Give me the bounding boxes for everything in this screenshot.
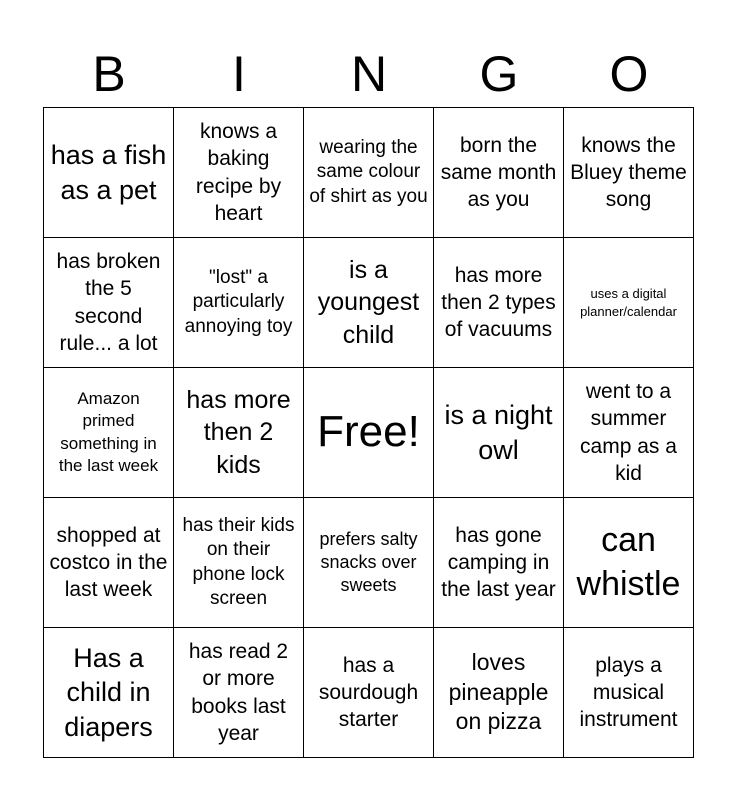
bingo-cell-4-1[interactable] [44,498,174,628]
cell-text: is a youngest child [317,255,420,349]
bingo-cell-3-5[interactable] [564,368,694,498]
cell-text: born the same month as you [440,133,557,212]
cell-text: is a night owl [444,399,553,465]
bingo-cell-1-1[interactable] [44,108,174,238]
bingo-cell-4-3[interactable] [304,498,434,628]
cell-text: plays a musical instrument [579,653,678,732]
bingo-cell-5-5[interactable] [564,628,694,758]
cell-text: wearing the same colour of shirt as you [309,137,428,207]
cell-text: has more then 2 kids [186,385,291,479]
bingo-cell-5-2[interactable] [174,628,304,758]
bingo-cell-3-2[interactable] [174,368,304,498]
bingo-cell-1-3[interactable] [304,108,434,238]
cell-text: has gone camping in the last year [441,523,556,602]
cell-text: loves pineapple on pizza [448,648,549,735]
bingo-cell-1-2[interactable] [174,108,304,238]
cell-text: can whistle [576,521,681,603]
bingo-cell-1-4[interactable] [434,108,564,238]
bingo-cell-2-1[interactable] [44,238,174,368]
cell-text: knows the Bluey theme song [570,133,687,212]
bingo-cell-3-4[interactable] [434,368,564,498]
bingo-board [43,107,694,758]
cell-text: "lost" a particularly annoying toy [184,267,293,337]
bingo-cell-2-4[interactable] [434,238,564,368]
bingo-cell-2-3[interactable] [304,238,434,368]
bingo-cell-2-2[interactable] [174,238,304,368]
cell-text: has their kids on their phone lock screen [182,514,295,609]
cell-text: Has a child in diapers [64,642,153,742]
cell-text: has read 2 or more books last year [188,639,289,745]
bingo-cell-5-1[interactable] [44,628,174,758]
cell-text: has more then 2 types of vacuums [441,263,556,342]
cell-text: has broken the 5 second rule... a lot [56,249,161,355]
bingo-cell-3-1[interactable] [44,368,174,498]
bingo-cell-1-5[interactable] [564,108,694,238]
bingo-cell-2-5[interactable] [564,238,694,368]
free-space-text: Free! [317,407,420,457]
header-letter-n: N [350,46,388,102]
cell-text: knows a baking recipe by heart [195,119,282,225]
cell-text: has a sourdough starter [318,653,419,732]
bingo-cell-4-4[interactable] [434,498,564,628]
bingo-cell-5-3[interactable] [304,628,434,758]
bingo-cell-5-4[interactable] [434,628,564,758]
header-letter-o: O [609,46,649,102]
header-letter-i: I [232,46,246,102]
bingo-header [44,40,694,108]
bingo-cell-4-5[interactable] [564,498,694,628]
header-letter-g: G [479,46,519,102]
cell-text: has a fish as a pet [50,139,167,205]
bingo-cell-free[interactable] [304,368,434,498]
cell-text: uses a digital planner/calendar [580,285,677,319]
header-letter-b: B [92,46,126,102]
bingo-cell-4-2[interactable] [174,498,304,628]
cell-text: Amazon primed something in the last week [58,389,159,475]
cell-text: prefers salty snacks over sweets [319,528,418,596]
cell-text: shopped at costco in the last week [49,523,168,602]
cell-text: went to a summer camp as a kid [580,379,677,485]
